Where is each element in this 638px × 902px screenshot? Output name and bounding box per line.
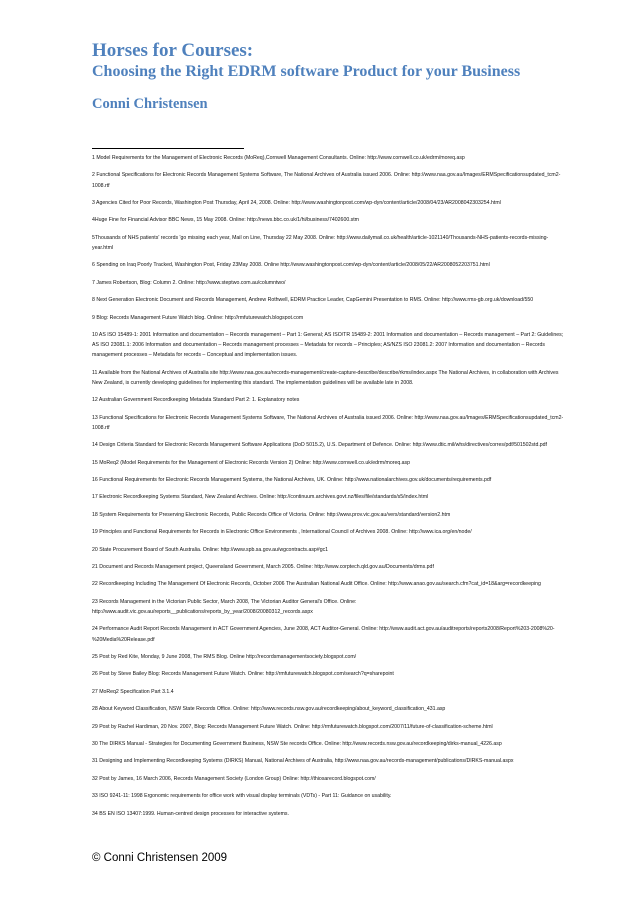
footnote: 29 Post by Rachel Hardiman, 20 Nov. 2007, Blog: Records Management Future Watch. Online: http://rmfuturewatch.blogspot.com/2007/11/future-of-classification-scheme.html xyxy=(92,723,493,730)
author-name: Conni Christensen xyxy=(92,96,208,112)
footnote: 18 System Requirements for Preserving Electronic Records, Public Records Office of Victoria. Online: http://www.prov.vic.gov.au/vers/standard/version2.htm xyxy=(92,511,451,518)
footnote: 27 MoReq2 Specification Part 3.1.4 xyxy=(92,688,174,695)
copyright-footer: © Conni Christensen 2009 xyxy=(92,852,228,864)
footnote: 1 Model Requirements for the Management of Electronic Records (MoReq),Cornwell Management Consultants. Online: http://www.cornwell.co.uk/edrm/moreq.asp xyxy=(92,155,465,161)
footnote: 13 Functional Specifications for Electronic Records Management Systems Software, The National Archives of Australia issued 2006. Online: http://www.naa.gov.au/Images/ERMSpecificationsupdated_tcm2-1008.rtf xyxy=(92,414,564,431)
footnote: 16 Functional Requirements for Electronic Records Management Systems, the National Archives, UK. Online: http://www.nationalarchives.gov.uk/documents/requirements.pdf xyxy=(92,477,492,484)
footnote: 17 Electronic Recordkeeping Systems Standard, New Zealand Archives. Online: http://continuum.archives.govt.nz/files/file/standards/s5/index.html xyxy=(92,494,429,501)
footnote: 33 ISO 9241-11: 1998 Ergonomic requirements for office work with visual display terminals (VDTs) - Part 11: Guidance on usability. xyxy=(92,793,392,800)
footnote: 28 About Keyword Classification, NSW State Records Office. Online: http://www.records.nsw.gov.au/recordkeeping/about_keyword_classification_431.asp xyxy=(92,706,446,713)
footnote: 31 Designing and Implementing Recordkeeping Systems (DIRKS) Manual, National Archives of Australia, http://www.naa.gov.au/records-management/publications/DIRKS-manual.aspx xyxy=(92,758,514,765)
footnote: 24 Performance Audit Report Records Management in ACT Government Agencies, June 2008, ACT Auditor-General. Online: http://www.audit.act.gov.au/auditreports/reports2008/Report%203-2008%20-%20Media%20Release.pdf xyxy=(92,626,555,643)
footnote: 7 James Robertson, Blog: Column 2. Online: http://www.steptwo.com.au/columntwo/ xyxy=(92,279,286,286)
footnote: 12 Australian Government Recordkeeping Metadata Standard Part 2: 1. Explanatory notes xyxy=(92,397,300,404)
footnote: 32 Post by James, 16 March 2006, Records Management Society (London Group) Online: http://thiosarecord.blogspot.com/ xyxy=(92,775,376,782)
footnote: 19 Principles and Functional Requirements for Records in Electronic Office Environments , International Council of Archives 2008. Online: http://www.ica.org/en/node/ xyxy=(92,529,472,536)
footnote: 26 Post by Steve Bailey Blog: Records Management Future Watch. Online: http://rmfuturewatch.blogspot.com/search?q=sharepoint xyxy=(92,671,394,678)
footnote: 23 Records Management in the Victorian Public Sector, March 2008, The Victorian Auditor General's Office. Online: http://www.audit.vic.gov.au/reports__publications/reports_by_year/2008/20080312_records.aspx xyxy=(92,598,357,616)
footnote-list xyxy=(92,153,564,826)
footnote: 34 BS EN ISO 13407:1999. Human-centred design processes for interactive systems. xyxy=(92,810,289,817)
footnote: 2 Functional Specifications for Electronic Records Management Systems Software, The National Archives of Australia issued 2006. Online: http://www.naa.gov.au/Images/ERMSpecificationsupdated_tcm2-1008.rtf xyxy=(92,172,561,189)
footnote: 11 Available from the National Archives of Australia site http://www.naa.gov.au/records-management/create-capture-describe/describe/rkms/index.aspx The National Archives, in collaboration with Archives New Zealand, is currently developing guidelines for implementing this standard. The implementation guidelines will be available late in 2008. xyxy=(92,369,559,386)
footnote: 5Thousands of NHS patients' records 'go missing each year, Mail on Line, Thursday 22 May 2008. Online: http://www.dailymail.co.uk/health/article-1021140/Thousands-NHS-patients-records-missing-year.html xyxy=(92,234,549,251)
footnote: 21 Document and Records Management project, Queensland Government, March 2005. Online: http://www.corptech.qld.gov.au/Documents/drms.pdf xyxy=(92,564,434,571)
footnote: 8 Next Generation Electronic Document and Records Management, Andrew Rothwell, EDRM Practice Leader, CapGemini Presentation to RMS. Online: http://www.rms-gb.org.uk/download/550 xyxy=(92,297,534,304)
footnote: 3 Agencies Cited for Poor Records, Washington Post Thursday, April 24, 2008. Online: http://www.washingtonpost.com/wp-dyn/content/article/2008/04/23/AR2008042303254.html xyxy=(92,199,501,206)
footnote: 22 Recordkeeping Including The Management Of Electronic Records, October 2006 The Australian National Audit Office. Online: http://www.anao.gov.au/search.cfm?cat_id=18&arg=recordkeeping xyxy=(92,581,541,588)
footnote: 14 Design Criteria Standard for Electronic Records Management Software Applications (DoD 5015.2), U.S. Department of Defence. Online: http://www.dtic.mil/whs/directives/corres/pdf/501502std.pdf xyxy=(92,442,547,449)
document-title: Horses for Courses: xyxy=(92,40,254,61)
footnote: 25 Post by Red Kite, Monday, 9 June 2008, The RMS Blog. Online http://recordsmanagementsociety.blogspot.com/ xyxy=(92,654,357,660)
footnote: 4Huge Fine for Financial Advisor BBC News, 15 May 2008. Online: http://news.bbc.co.uk/1/hi/business/7402600.stm xyxy=(92,217,360,224)
footnote: 9 Blog: Records Management Future Watch blog. Online: http://rmfuturewatch.blogspot.com xyxy=(92,314,304,321)
footnote: 15 MoReq2 (Model Requirements for the Management of Electronic Records Version 2) Online: http://www.cornwell.co.uk/edrm/moreq.asp xyxy=(92,459,411,466)
footnote: 30 The DIRKS Manual - Strategies for Documenting Government Business, NSW Ste records Office. Online: http://www.records.nsw.gov.au/recordkeeping/dirks-manual_4226.asp xyxy=(92,740,502,747)
footnote-separator xyxy=(92,148,244,149)
footnote: 10 AS ISO 15489-1: 2001 Information and documentation – Records management – Part 1: General; AS ISO/TR 15489-2: 2001 Information and documentation – Records management – Part 2: Guidelines; AS ISO 23081.1: 2006 Information and documentation – Records management processes – Metadata for records – Principles; AS/NZS ISO 23081.2: 2007 Information and documentation – Records management processes – Metadata for records – Conceptual and implementation issues. xyxy=(92,331,564,359)
document-subtitle: Choosing the Right EDRM software Product for your Business xyxy=(92,63,521,80)
footnote: 20 State Procurement Board of South Australia. Online: http://www.spb.sa.gov.au/wgcontracts.asp#gc1 xyxy=(92,546,329,553)
footnote: 6 Spending on Iraq Poorly Tracked, Washington Post, Friday 23May 2008. Online http://www.washingtonpost.com/wp-dyn/content/article/2008/05/22/AR2008052203751.html xyxy=(92,262,490,269)
